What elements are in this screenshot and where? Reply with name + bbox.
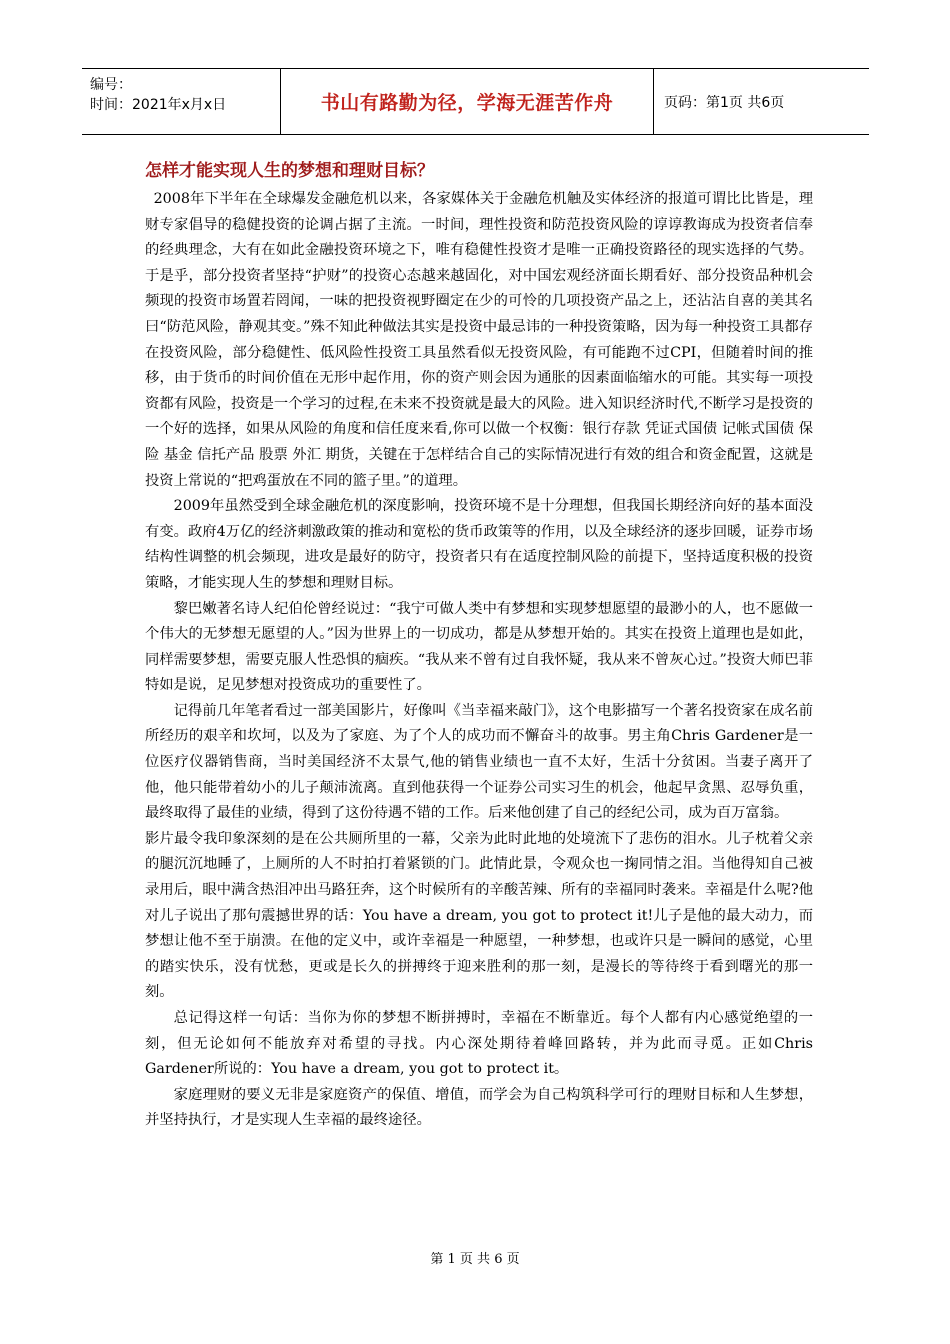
header-meta-cell (82, 69, 281, 134)
document-date: 时间：2021年x月x日 (90, 97, 227, 113)
header-motto: 书山有路勤为径，学海无涯苦作舟 (281, 69, 654, 134)
paragraph-5: 影片最令我印象深刻的是在公共厕所里的一幕，父亲为此时此地的处境流下了悲伤的泪水。儿子枕着父亲的腿沉沉地睡了，上厕所的人不时拍打着紧锁的门。此情此景，令观众也一掬同情之泪。当他得知自己被录用后，眼中满含热泪冲出马路狂奔，这个时候所有的辛酸苦辣、所有的幸福同时袭来。幸福是什么呢?他对儿子说出了那句震撼世界的话：You have a dream, you got to protect it!儿子是他的最大动力，而梦想让他不至于崩溃。在他的定义中，或许幸福是一种愿望，一种梦想，也或许只是一瞬间的感觉，心里的踏实快乐，没有忧愁，更或是长久的拼搏终于迎来胜利的那一刻，是漫长的等待终于看到曙光的那一刻。 (145, 830, 813, 1001)
paragraph-3: 黎巴嫩著名诗人纪伯伦曾经说过：“我宁可做人类中有梦想和实现梦想愿望的最渺小的人，也不愿做一个伟大的无梦想无愿望的人。”因为世界上的一切成功，都是从梦想开始的。其实在投资上道理也是如此，同样需要梦想，需要克服人性恐惧的痼疾。“我从来不曾有过自我怀疑，我从来不曾灰心过。”投资大师巴菲特如是说，足见梦想对投资成功的重要性了。 (145, 600, 813, 694)
document-number-label: 编号： (90, 77, 132, 93)
header-page-info: 页码：第1页 共6页 (664, 94, 785, 111)
paragraph-2: 2009年虽然受到全球金融危机的深度影响，投资环境不是十分理想，但我国长期经济向好的基本面没有变。政府4万亿的经济刺激政策的推动和宽松的货币政策等的作用，以及全球经济的逐步回暖，证券市场结构性调整的机会频现，进攻是最好的防守，投资者只有在适度控制风险的前提下，坚持适度积极的投资策略，才能实现人生的梦想和理财目标。 (145, 498, 813, 591)
header-table (82, 68, 869, 135)
page-footer: 第 1 页 共 6 页 (430, 1252, 520, 1267)
document-body (145, 158, 813, 1134)
paragraph-6: 总记得这样一句话：当你为你的梦想不断拼搏时，幸福在不断靠近。每个人都有内心感觉绝望的一刻，但无论如何不能放弃对希望的寻找。内心深处期待着峰回路转，并为此而寻觅。正如Chris Gardener所说的：You have a dream, you got to protect it。 (145, 1010, 813, 1078)
paragraph-4: 记得前几年笔者看过一部美国影片，好像叫《当幸福来敲门》，这个电影描写一个著名投资家在成名前所经历的艰辛和坎坷，以及为了家庭、为了个人的成功而不懈奋斗的故事。男主角Chris Gardener是一位医疗仪器销售商，当时美国经济不太景气,他的销售业绩也一直不太好，生活十分贫困。当妻子离开了他，他只能带着幼小的儿子颠沛流离。直到他获得一个证券公司实习生的机会，他起早贪黑、忍辱负重，最终取得了最佳的业绩，得到了这份待遇不错的工作。后来他创建了自己的经纪公司，成为百万富翁。 (145, 702, 813, 822)
paragraph-1: 2008年下半年在全球爆发金融危机以来，各家媒体关于金融危机触及实体经济的报道可谓比比皆是，理财专家倡导的稳健投资的论调占据了主流。一时间，理性投资和防范投资风险的谆谆教诲成为投资者信奉的经典理念，大有在如此金融投资环境之下，唯有稳健性投资才是唯一正确投资路径的现实选择的气势。于是乎，部分投资者坚持“护财”的投资心态越来越固化，对中国宏观经济面长期看好、部分投资品种机会频现的投资市场置若罔闻，一味的把投资视野圈定在少的可怜的几项投资产品之上，还沾沾自喜的美其名曰“防范风险，静观其变。”殊不知此种做法其实是投资中最忌讳的一种投资策略，因为每一种投资工具都存在投资风险，部分稳健性、低风险性投资工具虽然看似无投资风险，有可能跑不过CPI，但随着时间的推移，由于货币的时间价值在无形中起作用，你的资产则会因为通胀的因素面临缩水的可能。其实每一项投资都有风险，投资是一个学习的过程,在未来不投资就是最大的风险。进入知识经济时代,不断学习是投资的一个好的选择，如果从风险的角度和信任度来看,你可以做一个权衡：银行存款 凭证式国债 记帐式国债 保险 基金 信托产品 股票 外汇 期货，关键在于怎样结合自己的实际情况进行有效的组合和资金配置，这就是投资上常说的“把鸡蛋放在不同的篮子里。”的道理。 (145, 191, 813, 489)
paragraph-7: 家庭理财的要义无非是家庭资产的保值、增值，而学会为自己构筑科学可行的理财目标和人生梦想，并坚持执行，才是实现人生幸福的最终途径。 (145, 1086, 813, 1129)
document-title: 怎样才能实现人生的梦想和理财目标？ (145, 161, 434, 181)
